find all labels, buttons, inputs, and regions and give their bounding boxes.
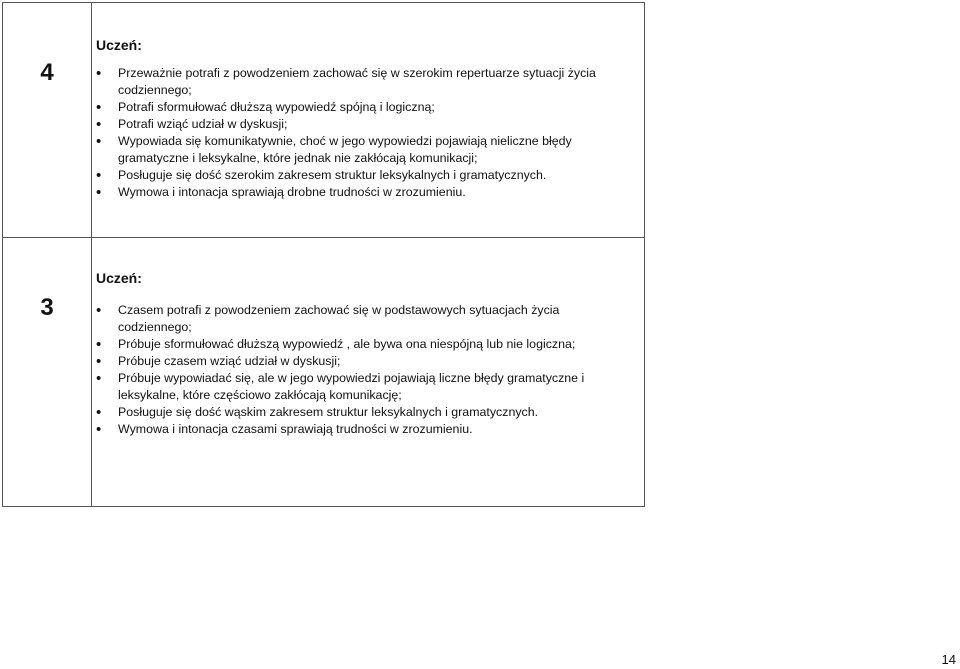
list-item: • Wypowiada się komunikatywnie, choć w jego wypowiedzi pojawiają nieliczne błędy gramatyczne i leksykalne, które jednak nie zakłócają komunikacji; [118,133,644,167]
list-item: • Posługuje się dość szerokim zakresem struktur leksykalnych i gramatycznych. [118,167,644,184]
criteria-cell [92,3,645,238]
page-number: 14 [941,652,956,667]
grade-number: 3 [40,294,54,321]
list-item: • Próbuje czasem wziąć udział w dyskusji; [118,353,644,370]
list-item: • Potrafi sformułować dłuższą wypowiedź spójną i logiczną; [118,99,644,116]
criteria-list [92,65,644,201]
student-label: Uczeń: [96,37,142,53]
grade-number: 4 [40,59,54,86]
grading-table [2,2,645,507]
grade-row-3 [3,238,645,507]
list-item: • Posługuje się dość wąskim zakresem struktur leksykalnych i gramatycznych. [118,404,644,421]
list-item: • Potrafi wziąć udział w dyskusji; [118,116,644,133]
criteria-list [92,302,644,438]
grade-row-4 [3,3,645,238]
criteria-cell [92,238,645,507]
grade-cell [3,3,92,238]
list-item: • Wymowa i intonacja czasami sprawiają trudności w zrozumieniu. [118,421,644,438]
list-item: • Czasem potrafi z powodzeniem zachować się w podstawowych sytuacjach życia codziennego; [118,302,644,336]
list-item: • Wymowa i intonacja sprawiają drobne trudności w zrozumieniu. [118,184,644,201]
list-item: • Próbuje sformułować dłuższą wypowiedź , ale bywa ona niespójną lub nie logiczna; [118,336,644,353]
grade-cell [3,238,92,507]
student-label: Uczeń: [96,270,142,286]
list-item: • Przeważnie potrafi z powodzeniem zachować się w szerokim repertuarze sytuacji życia codziennego; [118,65,644,99]
list-item: • Próbuje wypowiadać się, ale w jego wypowiedzi pojawiają liczne błędy gramatyczne i leksykalne, które częściowo zakłócają komunikację; [118,370,644,404]
